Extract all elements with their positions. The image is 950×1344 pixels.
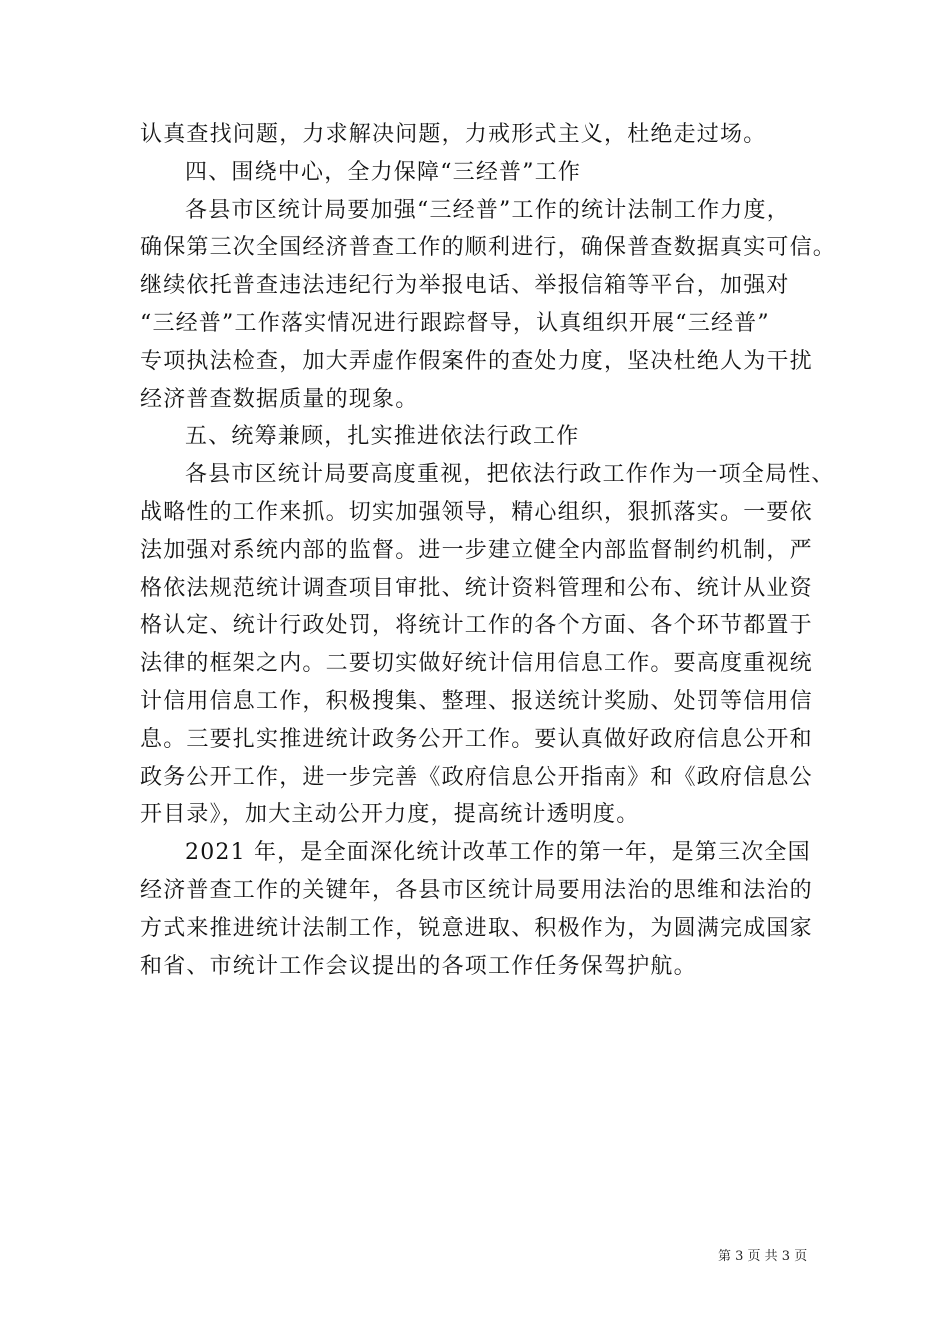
- text-line: 格认定、统计行政处罚，将统计工作的各个方面、各个环节都置于: [140, 613, 813, 639]
- document-body: [140, 116, 837, 985]
- text-line: 经济普查数据质量的现象。: [140, 386, 419, 412]
- text-line: 格依法规范统计调查项目审批、统计资料管理和公布、统计从业资: [140, 575, 813, 601]
- text-line: 各县市区统计局要高度重视，把依法行政工作作为一项全局性、: [185, 462, 835, 488]
- text-line: 确保第三次全国经济普查工作的顺利进行，确保普查数据真实可信。: [140, 235, 837, 261]
- text-line: 开目录》，加大主动公开力度，提高统计透明度。: [140, 802, 640, 828]
- text-line: 方式来推进统计法制工作，锐意进取、积极作为，为圆满完成国家: [140, 915, 813, 941]
- text-line: 法加强对系统内部的监督。进一步建立健全内部监督制约机制，严: [140, 537, 813, 563]
- text-line: 认真查找问题，力求解决问题，力戒形式主义，杜绝走过场。: [140, 122, 767, 147]
- text-line: 和省、市统计工作会议提出的各项工作任务保驾护航。: [140, 953, 697, 979]
- text-line: 经济普查工作的关键年，各县市区统计局要用法治的思维和法治的: [140, 877, 813, 903]
- text-line: 2021 年，是全面深化统计改革工作的第一年，是第三次全国: [185, 840, 811, 866]
- text-line: 息。三要扎实推进统计政务公开工作。要认真做好政府信息公开和: [140, 726, 813, 752]
- text-line: 继续依托普查违法违纪行为举报电话、举报信箱等平台，加强对: [140, 273, 790, 299]
- text-line: 战略性的工作来抓。切实加强领导，精心组织，狠抓落实。一要依: [140, 499, 813, 525]
- text-line: 五、统筹兼顾，扎实推进依法行政工作: [185, 424, 580, 450]
- page-number-footer: 第 3 页 共 3 页: [718, 1249, 808, 1264]
- text-line: 法律的框架之内。二要切实做好统计信用信息工作。要高度重视统: [140, 651, 813, 677]
- text-line: 计信用信息工作，积极搜集、整理、报送统计奖励、处罚等信用信: [140, 688, 813, 714]
- text-line: 政务公开工作，进一步完善《政府信息公开指南》和《政府信息公: [140, 764, 813, 790]
- text-line: 四、围绕中心，全力保障“三经普”工作: [185, 159, 582, 185]
- text-line: 专项执法检查，加大弄虚作假案件的查处力度，坚决杜绝人为干扰: [140, 348, 813, 374]
- text-line: 各县市区统计局要加强“三经普”工作的统计法制工作力度，: [185, 197, 790, 223]
- text-line: “三经普”工作落实情况进行跟踪督导，认真组织开展“三经普”: [140, 310, 770, 336]
